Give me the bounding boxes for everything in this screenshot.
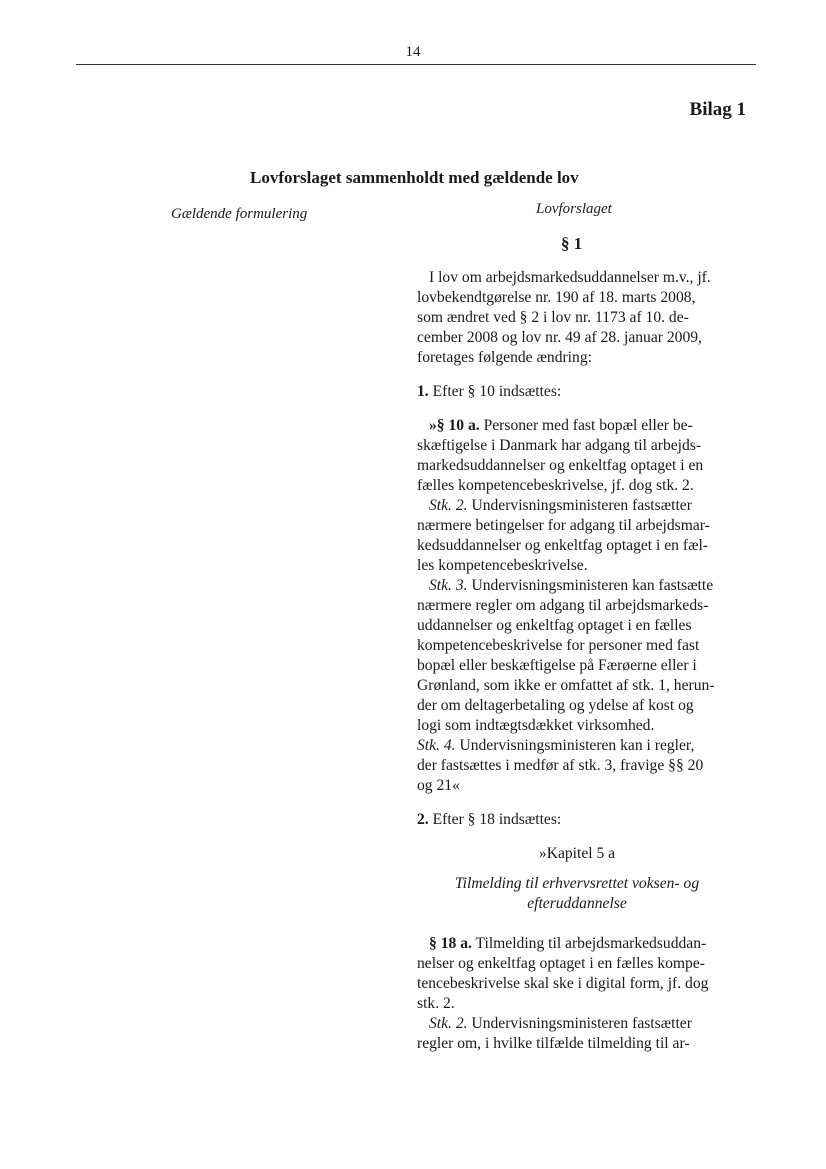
right-column-heading: Lovforslaget	[536, 201, 612, 217]
text-line: uddannelser og enkeltfag optaget i en fælles	[417, 617, 692, 634]
text-line: kedsuddannelser og enkeltfag optaget i en fæl-	[417, 537, 708, 554]
text-line: fælles kompetencebeskrivelse, jf. dog stk. 2.	[417, 477, 694, 494]
text-line: Undervisningsministeren kan fastsætte	[467, 577, 714, 594]
change-1-heading	[417, 382, 737, 402]
text-line: Undervisningsministeren kan i regler,	[455, 737, 695, 754]
text-line: nelser og enkeltfag optaget i en fælles kompe-	[417, 955, 705, 972]
text-line: markedsuddannelser og enkeltfag optaget i en	[417, 457, 704, 474]
stk-label: Stk. 3.	[429, 577, 468, 594]
chapter-subtitle: efteruddannelse	[527, 895, 627, 912]
bill-text-column	[417, 268, 737, 1054]
chapter-subtitle: Tilmelding til erhvervsrettet voksen- og	[454, 875, 700, 892]
change-text: Efter § 10 indsættes:	[428, 383, 562, 400]
text-line: bopæl eller beskæftigelse på Færøerne eller i	[417, 657, 697, 674]
document-title: Lovforslaget sammenholdt med gældende lov	[250, 168, 579, 187]
text-line: kompetencebeskrivelse for personer med fast	[417, 637, 700, 654]
page-number: 14	[405, 44, 421, 60]
header-rule	[76, 64, 756, 65]
change-number: 1.	[417, 383, 429, 400]
paragraph-label: »§ 10 a.	[429, 417, 480, 434]
text-line: lovbekendtgørelse nr. 190 af 18. marts 2008,	[417, 289, 696, 306]
text-line: Personer med fast bopæl eller be-	[479, 417, 693, 434]
change-text: Efter § 18 indsættes:	[428, 811, 562, 828]
text-line: I lov om arbejdsmarkedsuddannelser m.v., jf.	[429, 269, 711, 286]
text-line: tencebeskrivelse skal ske i digital form, jf. dog	[417, 975, 709, 992]
text-line: Undervisningsministeren fastsætter	[467, 1015, 692, 1032]
text-line: nærmere betingelser for adgang til arbejdsmar-	[417, 517, 710, 534]
chapter-heading	[417, 844, 737, 914]
text-line: skæftigelse i Danmark har adgang til arbejds-	[417, 437, 702, 454]
paragraph-10a	[417, 416, 737, 796]
appendix-label: Bilag 1	[689, 99, 746, 120]
text-line: regler om, i hvilke tilfælde tilmelding til ar-	[417, 1035, 690, 1052]
stk-label: Stk. 4.	[417, 737, 456, 754]
text-line: der om deltagerbetaling og ydelse af kost og	[417, 697, 694, 714]
paragraph-label: § 18 a.	[429, 935, 472, 952]
text-line: logi som indtægtsdækket virksomhed.	[417, 717, 655, 734]
text-line: der fastsættes i medfør af stk. 3, fravige §§ 20	[417, 757, 704, 774]
change-number: 2.	[417, 811, 429, 828]
chapter-title: »Kapitel 5 a	[538, 845, 616, 862]
text-line: Undervisningsministeren fastsætter	[467, 497, 692, 514]
text-line: cember 2008 og lov nr. 49 af 28. januar 2009,	[417, 329, 702, 346]
text-line: foretages følgende ændring:	[417, 349, 592, 366]
section-heading: § 1	[561, 234, 583, 253]
text-line: nærmere regler om adgang til arbejdsmarkeds-	[417, 597, 709, 614]
change-2-heading	[417, 810, 737, 830]
stk-label: Stk. 2.	[429, 497, 468, 514]
text-line: og 21«	[417, 777, 460, 794]
text-line: Tilmelding til arbejdsmarkedsuddan-	[471, 935, 707, 952]
left-column-heading: Gældende formulering	[171, 206, 308, 222]
text-line: som ændret ved § 2 i lov nr. 1173 af 10. de-	[417, 309, 689, 326]
text-line: stk. 2.	[417, 995, 455, 1012]
intro-paragraph	[417, 268, 737, 368]
text-line: Grønland, som ikke er omfattet af stk. 1, herun-	[417, 677, 715, 694]
paragraph-18a	[417, 934, 737, 1054]
text-line: les kompetencebeskrivelse.	[417, 557, 588, 574]
stk-label: Stk. 2.	[429, 1015, 468, 1032]
